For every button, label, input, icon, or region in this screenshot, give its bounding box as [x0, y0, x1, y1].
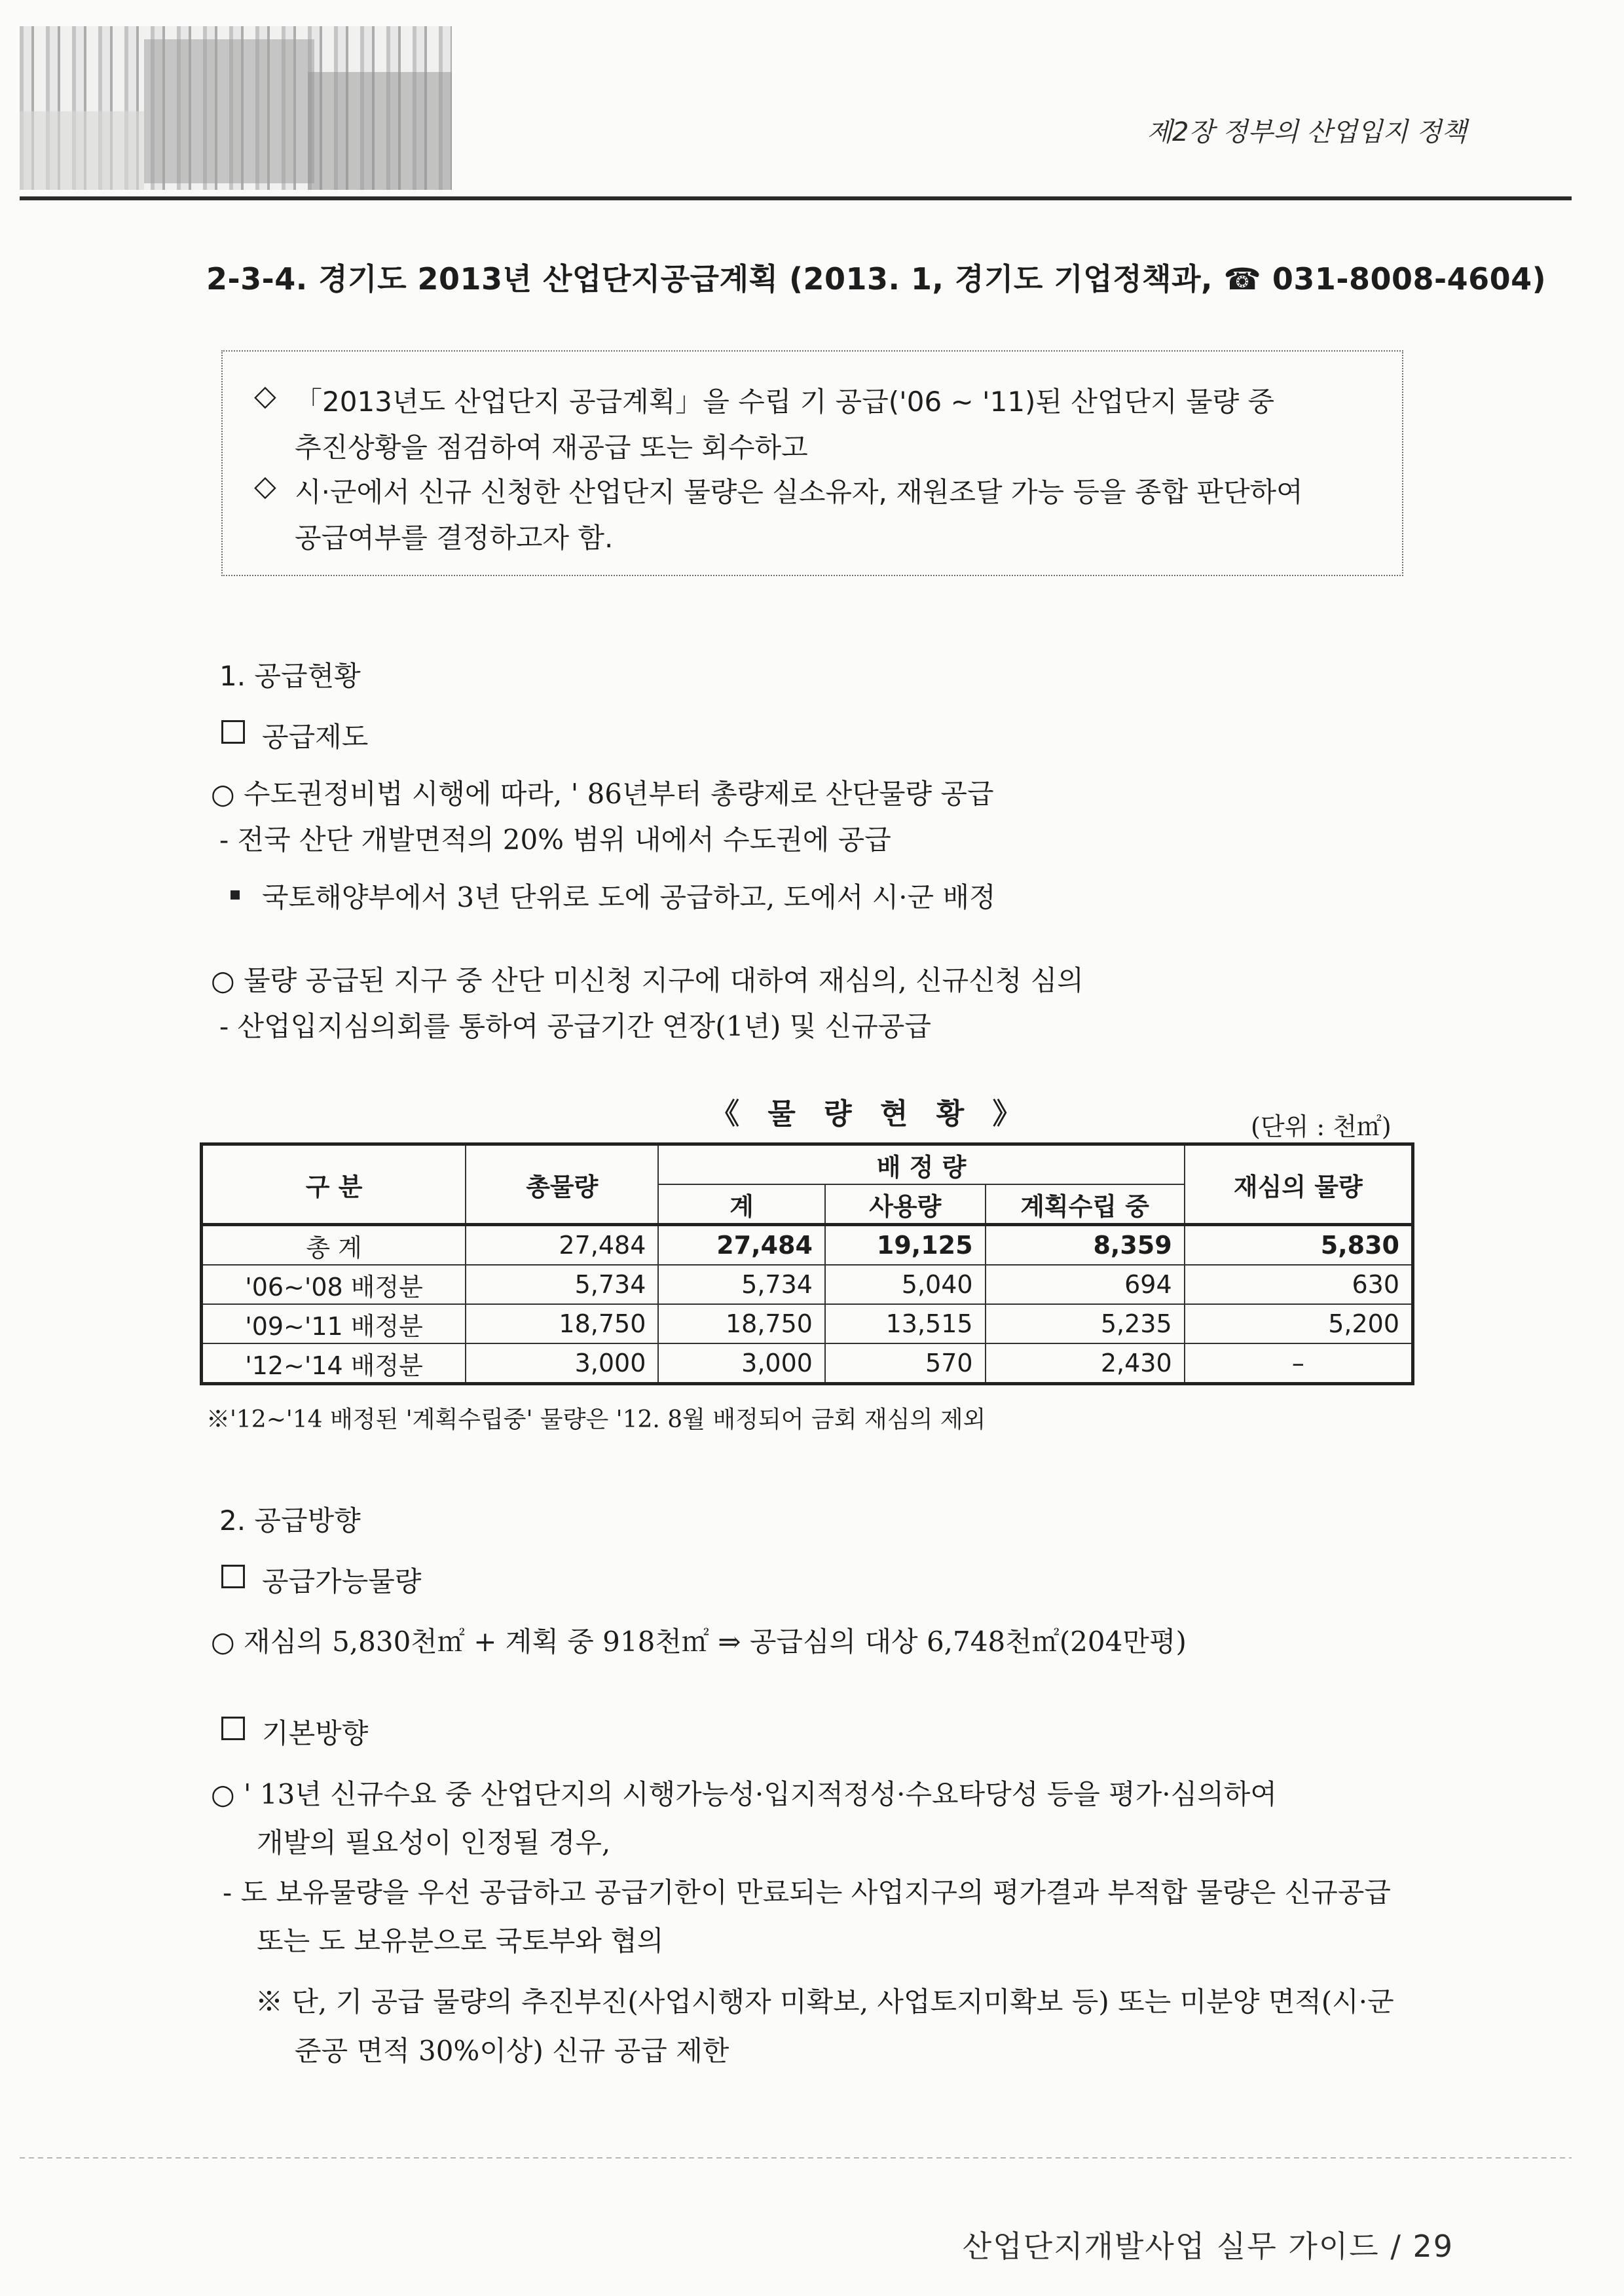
cell-alloc: 3,000	[658, 1343, 825, 1384]
cell-review: 630	[1185, 1265, 1413, 1304]
table-row	[202, 1343, 1413, 1384]
part2-sub2-line5: ※ 단, 기 공급 물량의 추진부진(사업시행자 미확보, 사업토지미확보 등) 또는 미분양 면적(시·군	[255, 1986, 1394, 2018]
part2-sub2-line1: ○ ' 13년 신규수요 중 산업단지의 시행가능성·입지적정성·수요타당성 등을 평가·심의하여	[211, 1778, 1277, 1810]
cell-total: 27,484	[466, 1225, 658, 1266]
cell-planning: 5,235	[986, 1304, 1185, 1343]
summary-item1-line1: 「2013년도 산업단지 공급계획」을 수립 기 공급('06 ~ '11)된 산업단지 물량 중	[295, 386, 1275, 418]
diamond-bullet-icon: ◇	[254, 469, 276, 503]
table-row	[202, 1225, 1413, 1266]
cell-planning: 694	[986, 1265, 1185, 1304]
diamond-bullet-icon: ◇	[254, 379, 276, 412]
part2-sub2-line3: - 도 보유물량을 우선 공급하고 공급기한이 만료되는 사업지구의 평가결과 부적합 물량은 신규공급	[223, 1876, 1391, 1908]
header-subtotal: 계	[658, 1184, 825, 1225]
square-bullet-icon	[231, 890, 240, 900]
summary-item1-line2: 추진상황을 점검하여 재공급 또는 회수하고	[295, 431, 808, 464]
row-label: '06~'08 배정분	[202, 1265, 466, 1304]
part1-line1: ○ 수도권정비법 시행에 따라, ' 86년부터 총량제로 산단물량 공급	[211, 778, 994, 810]
cell-review: –	[1185, 1343, 1413, 1384]
part1-subtitle: 공급제도	[262, 721, 369, 753]
footer-divider	[20, 2157, 1572, 2159]
part2-sub2-line6: 준공 면적 30%이상) 신규 공급 제한	[295, 2035, 729, 2067]
volume-table	[200, 1142, 1414, 1385]
row-label: '12~'14 배정분	[202, 1343, 466, 1384]
footer-page-label: 산업단지개발사업 실무 가이드 / 29	[962, 2229, 1454, 2264]
header-total: 총물량	[466, 1144, 658, 1225]
cell-review: 5,200	[1185, 1304, 1413, 1343]
cell-total: 5,734	[466, 1265, 658, 1304]
checkbox-square-icon	[221, 720, 245, 744]
part1-line4: ○ 물량 공급된 지구 중 산단 미신청 지구에 대하여 재심의, 신규신청 심의	[211, 964, 1084, 996]
part2-title: 2. 공급방향	[219, 1504, 361, 1537]
header-photo	[20, 26, 452, 190]
part2-sub1-line1: ○ 재심의 5,830천㎡ + 계획 중 918천㎡ ⇒ 공급심의 대상 6,748천㎡(204만평)	[211, 1626, 1187, 1658]
cell-total: 18,750	[466, 1304, 658, 1343]
part2-sub1: 공급가능물량	[262, 1565, 422, 1597]
header-used: 사용량	[825, 1184, 986, 1225]
table-row	[202, 1304, 1413, 1343]
part2-sub2-line2: 개발의 필요성이 인정될 경우,	[257, 1827, 611, 1859]
section-heading: 2-3-4. 경기도 2013년 산업단지공급계획 (2013. 1, 경기도 기업정책과, ☎ 031-8008-4604)	[206, 261, 1547, 297]
header-category: 구 분	[202, 1144, 466, 1225]
row-label: 총 계	[202, 1225, 466, 1266]
cell-alloc: 5,734	[658, 1265, 825, 1304]
part2-sub2: 기본방향	[262, 1717, 369, 1749]
cell-review: 5,830	[1185, 1225, 1413, 1266]
cell-alloc: 18,750	[658, 1304, 825, 1343]
header-review: 재심의 물량	[1185, 1144, 1413, 1225]
table-unit: (단위 : 천㎡)	[1251, 1112, 1392, 1141]
cell-planning: 8,359	[986, 1225, 1185, 1266]
cell-used: 570	[825, 1343, 986, 1384]
checkbox-square-icon	[221, 1565, 245, 1588]
checkbox-square-icon	[221, 1717, 245, 1740]
header-divider	[20, 196, 1572, 200]
summary-box	[221, 350, 1403, 576]
header-planning: 계획수립 중	[986, 1184, 1185, 1225]
table-title: 《 물 량 현 황 》	[710, 1097, 1031, 1131]
cell-planning: 2,430	[986, 1343, 1185, 1384]
cell-used: 5,040	[825, 1265, 986, 1304]
part1-title: 1. 공급현황	[219, 660, 361, 692]
part1-line2: - 전국 산단 개발면적의 20% 범위 내에서 수도권에 공급	[219, 824, 891, 856]
part2-sub2-line4: 또는 도 보유분으로 국토부와 협의	[257, 1925, 664, 1957]
cell-used: 19,125	[825, 1225, 986, 1266]
cell-alloc: 27,484	[658, 1225, 825, 1266]
table-row	[202, 1265, 1413, 1304]
header-allocation: 배 정 량	[658, 1144, 1184, 1185]
cell-total: 3,000	[466, 1343, 658, 1384]
summary-item2-line2: 공급여부를 결정하고자 함.	[295, 522, 614, 554]
part1-line3: 국토해양부에서 3년 단위로 도에 공급하고, 도에서 시·군 배정	[262, 881, 996, 913]
chapter-title: 제2장 정부의 산업입지 정책	[1147, 117, 1467, 147]
summary-item2-line1: 시·군에서 신규 신청한 산업단지 물량은 실소유자, 재원조달 가능 등을 종합 판단하여	[295, 476, 1303, 508]
cell-used: 13,515	[825, 1304, 986, 1343]
part1-line5: - 산업입지심의회를 통하여 공급기간 연장(1년) 및 신규공급	[219, 1010, 931, 1042]
table-note: ※'12~'14 배정된 '계획수립중' 물량은 '12. 8월 배정되어 금회 재심의 제외	[206, 1406, 986, 1433]
row-label: '09~'11 배정분	[202, 1304, 466, 1343]
